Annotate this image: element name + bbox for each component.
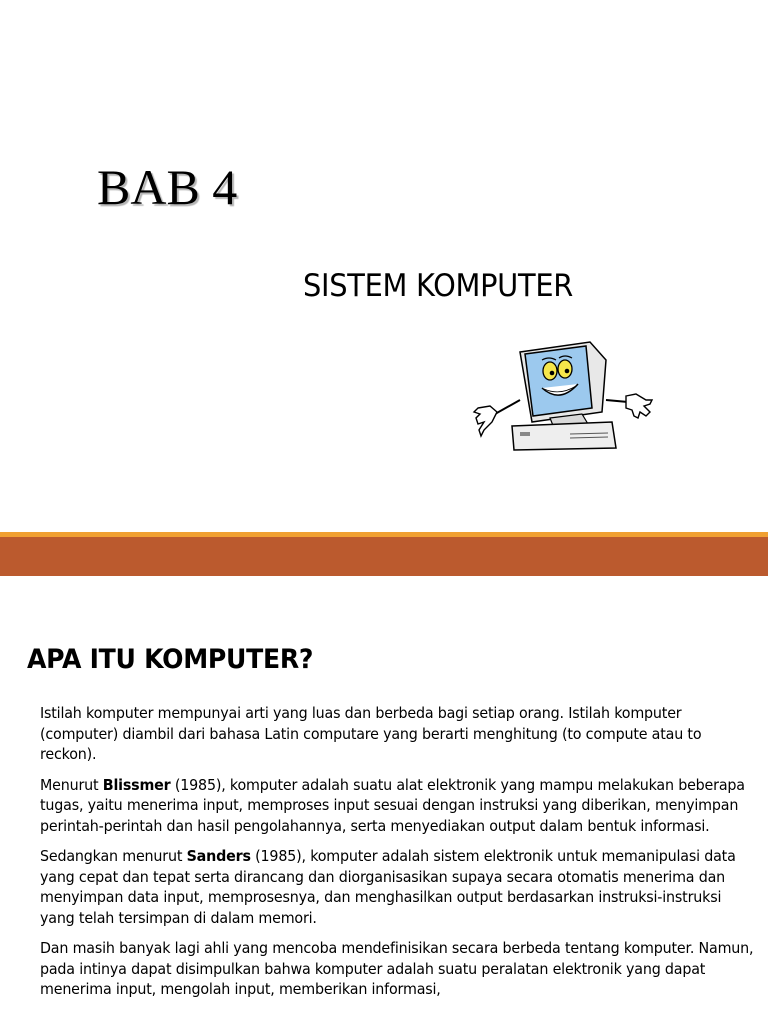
body-text: [40, 703, 760, 1010]
paragraph-blissmer: [40, 775, 754, 837]
paragraph-definition: Istilah komputer mempunyai arti yang luas dan berbeda bagi setiap orang. Istilah komputer (computer) diambil dari bahasa Latin computare yang berarti menghitung (to compute atau to reckon).: [40, 704, 702, 763]
paragraph-sanders: [40, 846, 754, 928]
chapter-subtitle: SISTEM KOMPUTER: [303, 268, 574, 304]
text-span: (1985), komputer adalah suatu alat elektronik yang mampu melakukan beberapa tugas, yaitu menerima input, memproses input sesuai dengan instruksi yang diberikan, menyimpan perintah-perintah dan hasil pengolahannya, serta menyediakan output dalam bentuk informasi.: [40, 775, 745, 835]
text-span: Sedangkan menurut: [40, 847, 187, 865]
chapter-title: BAB 4: [97, 159, 238, 215]
smiling-computer-icon: [470, 338, 660, 454]
divider-band: [0, 537, 768, 576]
text-span: Menurut: [40, 775, 103, 794]
author-name: Sanders: [186, 847, 251, 865]
right-hand-icon: [606, 394, 652, 418]
section-heading: APA ITU KOMPUTER?: [27, 644, 314, 675]
author-name: Blissmer: [102, 775, 171, 794]
text-span: (1985), komputer adalah sistem elektronik untuk memanipulasi data yang cepat dan tepat serta dirancang dan diorganisasikan supaya secara otomatis menerima dan menyimpan data input, memprosesnya, dan menghasilkan output berdasarkan instruksi-instruksi yang telah tersimpan di dalam memori.: [40, 847, 736, 927]
paragraph-conclusion: Dan masih banyak lagi ahli yang mencoba mendefinisikan secara berbeda tentang komputer. Namun, pada intinya dapat disimpulkan bahwa komputer adalah suatu peralatan elektronik yang dapat menerima input, mengolah input, memberikan informasi,: [40, 939, 754, 998]
